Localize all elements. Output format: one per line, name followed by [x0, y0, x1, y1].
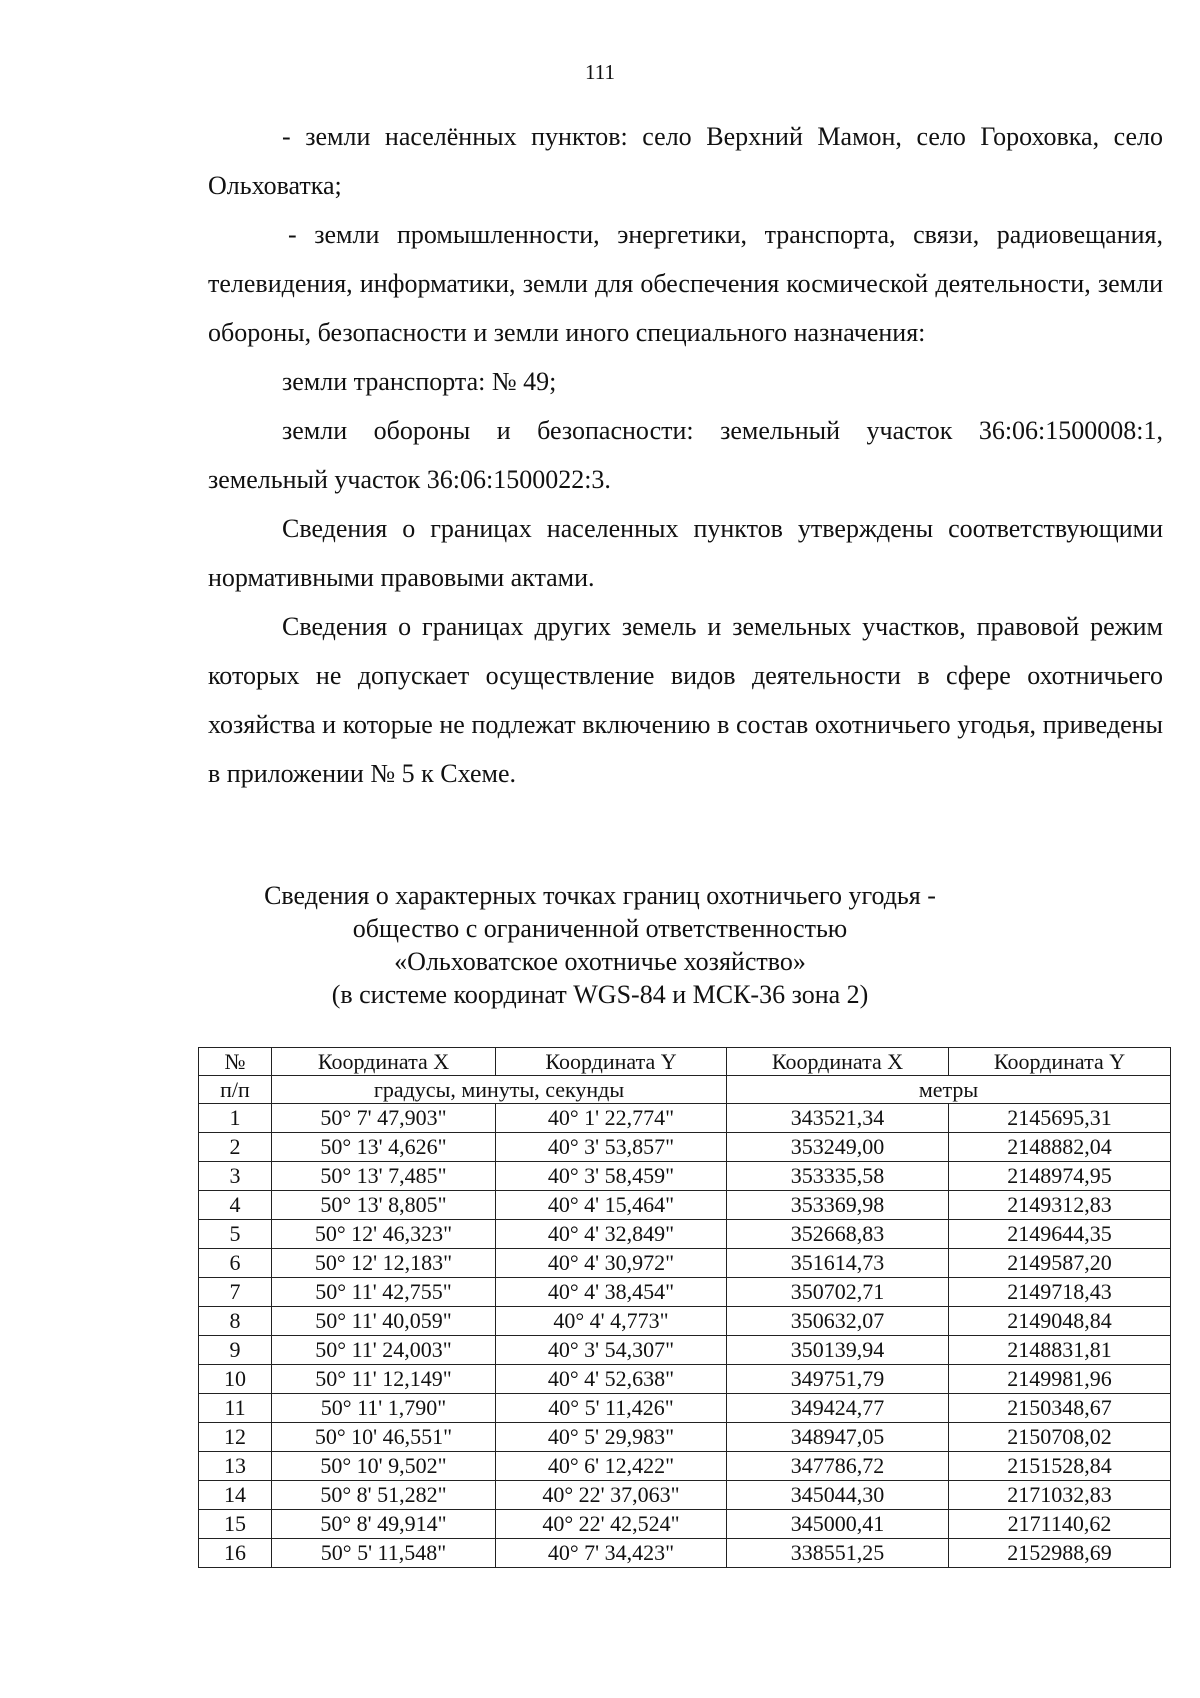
y-degrees-cell: 40° 4' 32,849" [496, 1220, 727, 1249]
x-degrees-cell: 50° 11' 12,149" [272, 1365, 496, 1394]
y-degrees-cell: 40° 6' 12,422" [496, 1452, 727, 1481]
x-degrees-cell: 50° 11' 24,003" [272, 1336, 496, 1365]
page-number: 111 [585, 60, 615, 84]
x-meters-cell: 352668,83 [727, 1220, 949, 1249]
x-meters-cell: 350139,94 [727, 1336, 949, 1365]
x-meters-cell: 347786,72 [727, 1452, 949, 1481]
x-degrees-cell: 50° 10' 9,502" [272, 1452, 496, 1481]
paragraph-settlement-borders: Сведения о границах населенных пунктов утверждены соответствующими нормативными правовыми актами. [208, 514, 1163, 592]
y-meters-cell: 2149587,20 [949, 1249, 1171, 1278]
table-row [199, 1307, 1171, 1336]
y-meters-cell: 2149312,83 [949, 1191, 1171, 1220]
point-number-cell: 6 [199, 1249, 272, 1278]
y-meters-cell: 2149981,96 [949, 1365, 1171, 1394]
x-degrees-cell: 50° 12' 46,323" [272, 1220, 496, 1249]
y-degrees-cell: 40° 4' 4,773" [496, 1307, 727, 1336]
x-degrees-cell: 50° 10' 46,551" [272, 1423, 496, 1452]
heading-line: Сведения о характерных точках границ охотничьего угодья - [264, 881, 936, 910]
x-meters-cell: 351614,73 [727, 1249, 949, 1278]
table-row [199, 1133, 1171, 1162]
y-degrees-cell: 40° 1' 22,774" [496, 1104, 727, 1133]
y-meters-cell: 2149048,84 [949, 1307, 1171, 1336]
y-meters-cell: 2152988,69 [949, 1539, 1171, 1568]
table-row [199, 1510, 1171, 1539]
point-number-cell: 1 [199, 1104, 272, 1133]
y-degrees-cell: 40° 5' 29,983" [496, 1423, 727, 1452]
point-number-cell: 13 [199, 1452, 272, 1481]
table-body [199, 1104, 1171, 1568]
y-meters-cell: 2151528,84 [949, 1452, 1171, 1481]
table-row [199, 1481, 1171, 1510]
x-meters-cell: 345000,41 [727, 1510, 949, 1539]
x-degrees-cell: 50° 11' 1,790" [272, 1394, 496, 1423]
table-row [199, 1162, 1171, 1191]
table-row [199, 1365, 1171, 1394]
point-number-cell: 11 [199, 1394, 272, 1423]
table-row [199, 1539, 1171, 1568]
table-row [199, 1394, 1171, 1423]
point-number-cell: 9 [199, 1336, 272, 1365]
y-meters-cell: 2171140,62 [949, 1510, 1171, 1539]
y-degrees-cell: 40° 4' 15,464" [496, 1191, 727, 1220]
point-number-cell: 2 [199, 1133, 272, 1162]
heading-line: «Ольховатское охотничье хозяйство» [394, 947, 806, 976]
header-units-meters: метры [727, 1076, 1171, 1104]
y-meters-cell: 2150348,67 [949, 1394, 1171, 1423]
y-meters-cell: 2150708,02 [949, 1423, 1171, 1452]
y-meters-cell: 2171032,83 [949, 1481, 1171, 1510]
table-header-row [199, 1048, 1171, 1076]
table-row [199, 1220, 1171, 1249]
paragraph-settlement-lands: - земли населённых пунктов: село Верхний Мамон, село Гороховка, село Ольховатка; [208, 122, 1163, 200]
y-meters-cell: 2149718,43 [949, 1278, 1171, 1307]
table-row [199, 1249, 1171, 1278]
x-degrees-cell: 50° 5' 11,548" [272, 1539, 496, 1568]
x-meters-cell: 348947,05 [727, 1423, 949, 1452]
point-number-cell: 5 [199, 1220, 272, 1249]
y-meters-cell: 2145695,31 [949, 1104, 1171, 1133]
y-meters-cell: 2148974,95 [949, 1162, 1171, 1191]
table-row [199, 1336, 1171, 1365]
point-number-cell: 3 [199, 1162, 272, 1191]
x-meters-cell: 350702,71 [727, 1278, 949, 1307]
table-heading [0, 879, 1200, 1011]
header-y-meters: Координата Y [949, 1048, 1171, 1076]
x-degrees-cell: 50° 7' 47,903" [272, 1104, 496, 1133]
x-degrees-cell: 50° 13' 4,626" [272, 1133, 496, 1162]
header-x-meters: Координата X [727, 1048, 949, 1076]
y-degrees-cell: 40° 4' 38,454" [496, 1278, 727, 1307]
body-text [208, 112, 1163, 798]
point-number-cell: 12 [199, 1423, 272, 1452]
y-meters-cell: 2148882,04 [949, 1133, 1171, 1162]
x-meters-cell: 349424,77 [727, 1394, 949, 1423]
header-number: № [199, 1048, 272, 1076]
x-meters-cell: 353249,00 [727, 1133, 949, 1162]
point-number-cell: 4 [199, 1191, 272, 1220]
header-number-sub: п/п [199, 1076, 272, 1104]
y-degrees-cell: 40° 5' 11,426" [496, 1394, 727, 1423]
y-meters-cell: 2148831,81 [949, 1336, 1171, 1365]
header-y-degrees: Координата Y [496, 1048, 727, 1076]
table-row [199, 1452, 1171, 1481]
heading-line: (в системе координат WGS-84 и МСК-36 зона 2) [331, 980, 869, 1009]
table-row [199, 1191, 1171, 1220]
point-number-cell: 15 [199, 1510, 272, 1539]
table-row [199, 1278, 1171, 1307]
coordinates-table [198, 1047, 1171, 1568]
point-number-cell: 10 [199, 1365, 272, 1394]
y-degrees-cell: 40° 22' 37,063" [496, 1481, 727, 1510]
y-meters-cell: 2149644,35 [949, 1220, 1171, 1249]
x-degrees-cell: 50° 13' 7,485" [272, 1162, 496, 1191]
x-meters-cell: 350632,07 [727, 1307, 949, 1336]
x-meters-cell: 338551,25 [727, 1539, 949, 1568]
heading-line: общество с ограниченной ответственностью [352, 914, 848, 943]
x-meters-cell: 353335,58 [727, 1162, 949, 1191]
point-number-cell: 8 [199, 1307, 272, 1336]
paragraph-special-lands: - земли промышленности, энергетики, транспорта, связи, радиовещания, телевидения, информатики, земли для обеспечения космической деятельности, земли обороны, безопасности и земли иного специального назначения: [208, 220, 1163, 347]
y-degrees-cell: 40° 3' 54,307" [496, 1336, 727, 1365]
header-x-degrees: Координата X [272, 1048, 496, 1076]
x-degrees-cell: 50° 8' 49,914" [272, 1510, 496, 1539]
point-number-cell: 16 [199, 1539, 272, 1568]
x-degrees-cell: 50° 8' 51,282" [272, 1481, 496, 1510]
y-degrees-cell: 40° 22' 42,524" [496, 1510, 727, 1539]
x-degrees-cell: 50° 11' 40,059" [272, 1307, 496, 1336]
y-degrees-cell: 40° 4' 52,638" [496, 1365, 727, 1394]
paragraph-other-borders: Сведения о границах других земель и земельных участков, правовой режим которых не допускает осуществление видов деятельности в сфере охотничьего хозяйства и которые не подлежат включению в состав охотничьего угодья, приведены в приложении № 5 к Схеме. [208, 612, 1163, 788]
table-row [199, 1104, 1171, 1133]
x-degrees-cell: 50° 11' 42,755" [272, 1278, 496, 1307]
x-degrees-cell: 50° 12' 12,183" [272, 1249, 496, 1278]
x-meters-cell: 349751,79 [727, 1365, 949, 1394]
x-meters-cell: 343521,34 [727, 1104, 949, 1133]
x-meters-cell: 345044,30 [727, 1481, 949, 1510]
y-degrees-cell: 40° 4' 30,972" [496, 1249, 727, 1278]
point-number-cell: 7 [199, 1278, 272, 1307]
table-row [199, 1423, 1171, 1452]
header-units-degrees: градусы, минуты, секунды [272, 1076, 727, 1104]
table-units-row [199, 1076, 1171, 1104]
paragraph-transport-lands: земли транспорта: № 49; [282, 367, 557, 396]
y-degrees-cell: 40° 3' 58,459" [496, 1162, 727, 1191]
y-degrees-cell: 40° 3' 53,857" [496, 1133, 727, 1162]
paragraph-defense-lands: земли обороны и безопасности: земельный участок 36:06:1500008:1, земельный участок 36:06:1500022:3. [208, 416, 1163, 494]
point-number-cell: 14 [199, 1481, 272, 1510]
x-meters-cell: 353369,98 [727, 1191, 949, 1220]
y-degrees-cell: 40° 7' 34,423" [496, 1539, 727, 1568]
x-degrees-cell: 50° 13' 8,805" [272, 1191, 496, 1220]
